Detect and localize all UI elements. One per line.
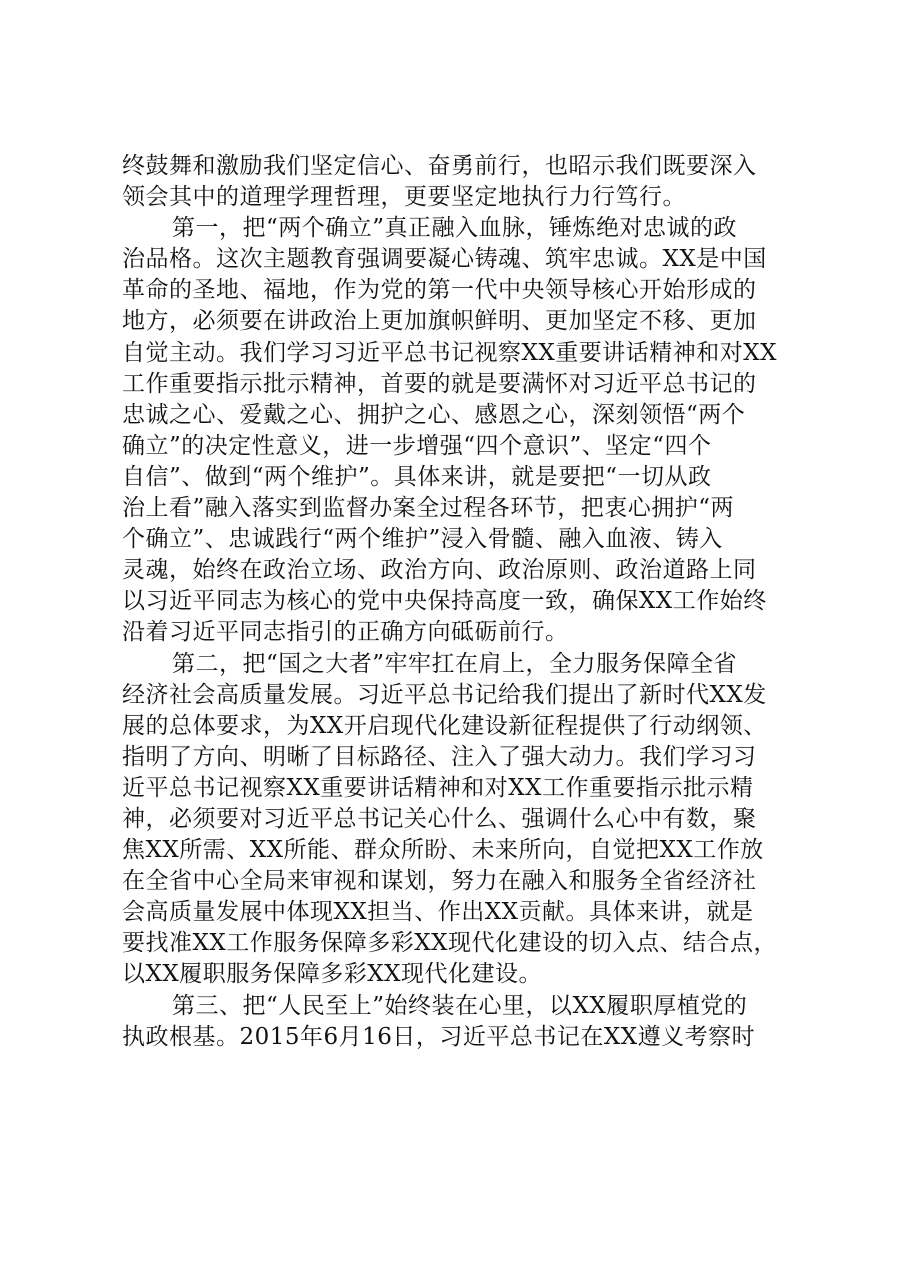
text-line: 自信”、做到“两个维护”。具体来讲，就是要把“一切从政 <box>122 463 712 490</box>
text-line: 革命的圣地、福地，作为党的第一代中央领导核心开始形成的 <box>122 277 757 304</box>
text-line: 沿着习近平同志指引的正确方向砥砺前行。 <box>122 619 569 646</box>
text-line: 忠诚之心、爱戴之心、拥护之心、感恩之心，深刻领悟“两个 <box>122 401 746 428</box>
text-line: 神，必须要对习近平总书记关心什么、强调什么心中有数，聚 <box>122 805 757 832</box>
text-line: 指明了方向、明晰了目标路径、注入了强大动力。我们学习习 <box>122 743 757 770</box>
text-line: 确立”的决定性意义，进一步增强“四个意识”、坚定“四个 <box>122 432 712 459</box>
text-line: 第二，把“国之大者”牢牢扛在肩上，全力服务保障全省 <box>172 650 738 677</box>
text-line: 焦XX所需、XX所能、群众所盼、未来所向，自觉把XX工作放 <box>122 837 764 864</box>
text-line: 灵魂，始终在政治立场、政治方向、政治原则、政治道路上同 <box>122 557 757 584</box>
text-line: 近平总书记视察XX重要讲话精神和对XX工作重要指示批示精 <box>122 774 754 801</box>
text-line: 以习近平同志为核心的党中央保持高度一致，确保XX工作始终 <box>122 588 767 615</box>
text-line: 自觉主动。我们学习习近平总书记视察XX重要讲话精神和对XX <box>122 339 777 366</box>
text-line: 要找准XX工作服务保障多彩XX现代化建设的切入点、结合点， <box>122 930 777 957</box>
text-line: 领会其中的道理学理哲理，更要坚定地执行力行笃行。 <box>122 184 686 211</box>
text-line: 会高质量发展中体现XX担当、作出XX贡献。具体来讲，就是 <box>122 899 754 926</box>
text-line: 执政根基。2015年6月16日，习近平总书记在XX遵义考察时 <box>122 1023 756 1050</box>
text-line: 第三、把“人民至上”始终装在心里，以XX履职厚植党的 <box>172 992 748 1019</box>
text-line: 第一，把“两个确立”真正融入血脉，锤炼绝对忠诚的政 <box>172 215 738 242</box>
text-line: 个确立”、忠诚践行“两个维护”浸入骨髓、融入血液、铸入 <box>122 526 723 553</box>
text-line: 以XX履职服务保障多彩XX现代化建设。 <box>122 961 542 988</box>
text-line: 地方，必须要在讲政治上更加旗帜鲜明、更加坚定不移、更加 <box>122 308 757 335</box>
text-line: 工作重要指示批示精神，首要的就是要满怀对习近平总书记的 <box>122 370 757 397</box>
text-line: 治上看”融入落实到监督办案全过程各环节，把衷心拥护“两 <box>122 495 735 522</box>
text-line: 终鼓舞和激励我们坚定信心、奋勇前行，也昭示我们既要深入 <box>122 153 757 179</box>
text-line: 经济社会高质量发展。习近平总书记给我们提出了新时代XX发 <box>122 681 767 708</box>
text-line: 展的总体要求，为XX开启现代化建设新征程提供了行动纲领、 <box>122 712 767 739</box>
body-text <box>122 151 794 1053</box>
text-line: 在全省中心全局来审视和谋划，努力在融入和服务全省经济社 <box>122 868 757 895</box>
text-line: 治品格。这次主题教育强调要凝心铸魂、筑牢忠诚。XX是中国 <box>122 246 767 273</box>
